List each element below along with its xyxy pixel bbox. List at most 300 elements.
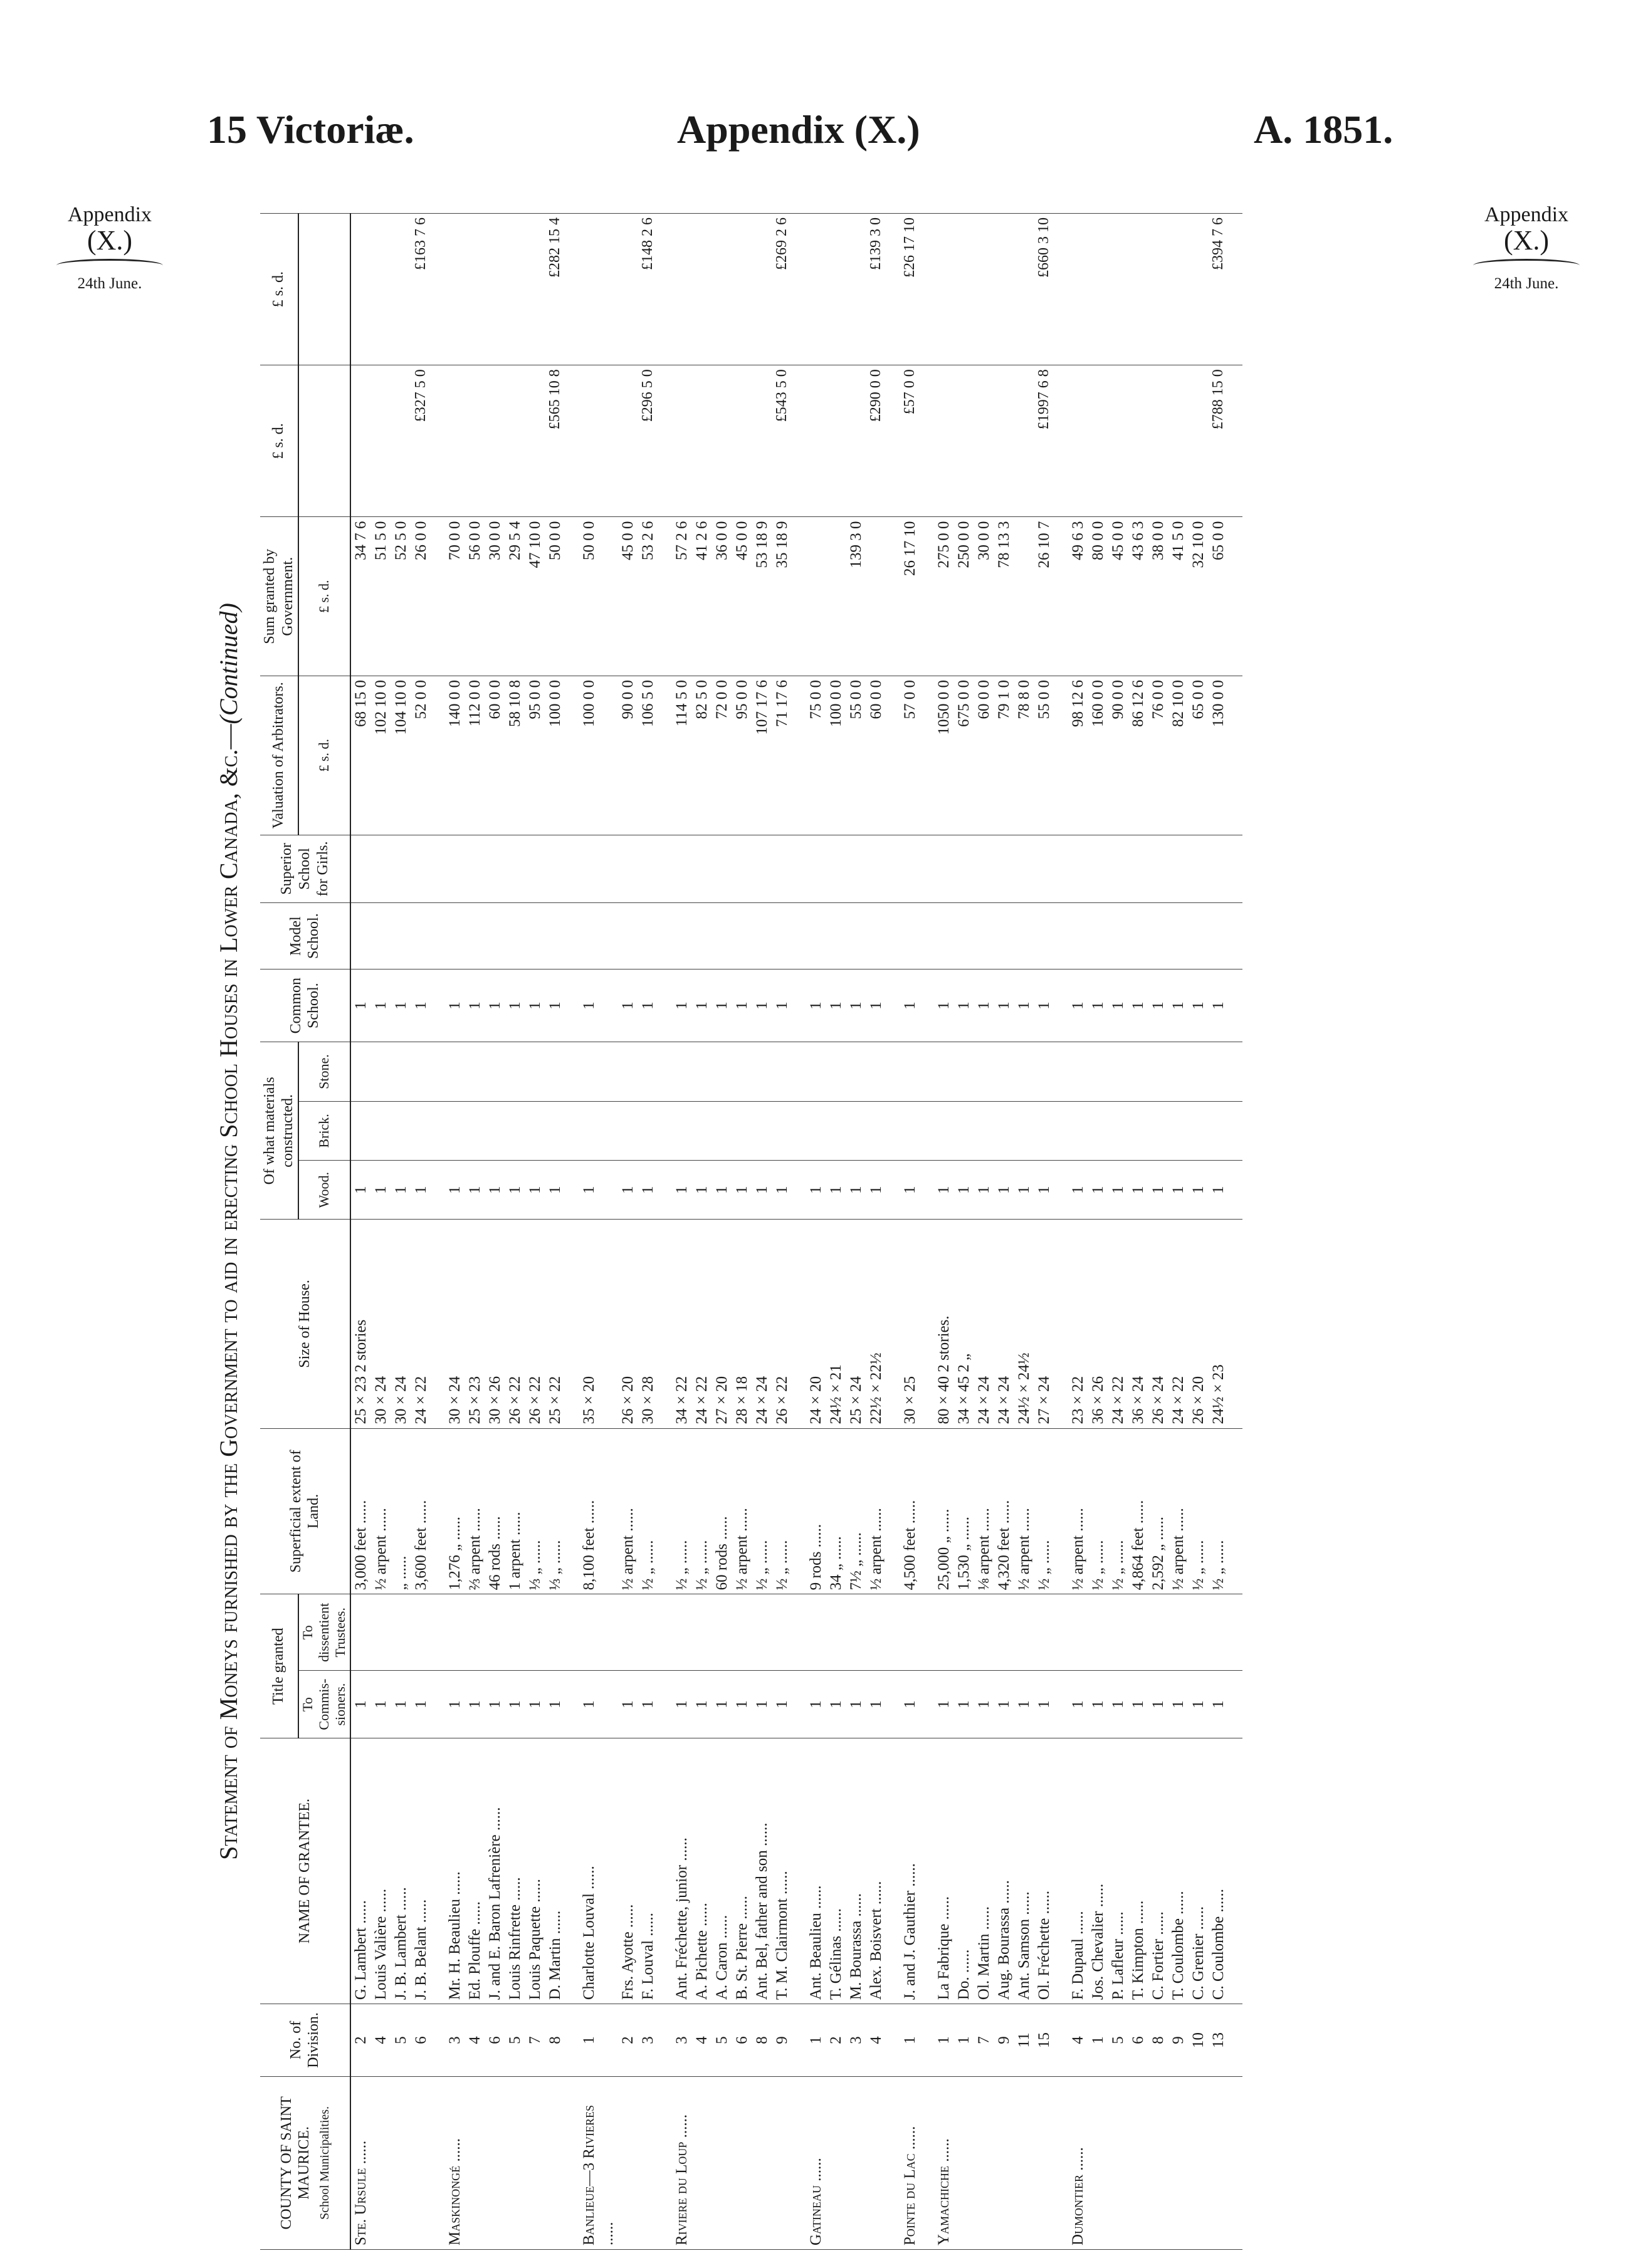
division-cell: 8 bbox=[1148, 2004, 1168, 2077]
spacer-cell bbox=[1229, 1101, 1242, 1160]
wood-cell: 1 bbox=[752, 1161, 772, 1220]
sum-cell: 26 17 10 bbox=[900, 517, 920, 676]
valuation-cell: 76 0 0 bbox=[1148, 676, 1168, 835]
sum-cell: 43 6 3 bbox=[1128, 517, 1148, 676]
size-cell: 28 × 18 bbox=[732, 1220, 752, 1428]
spacer-cell bbox=[431, 1161, 445, 1220]
size-cell: 25 × 22 bbox=[545, 1220, 565, 1428]
to-dissentient-cell bbox=[1148, 1594, 1168, 1671]
spacer-cell bbox=[920, 1042, 934, 1101]
brick-cell bbox=[350, 1101, 371, 1160]
stone-cell bbox=[900, 1042, 920, 1101]
stone-cell bbox=[934, 1042, 954, 1101]
total-cell bbox=[806, 214, 826, 365]
col-county-label: COUNTY OF SAINT MAURICE. bbox=[278, 2096, 313, 2230]
superior-cell bbox=[712, 835, 732, 903]
municipality-cell: Riviere du Loup ...... bbox=[672, 2076, 692, 2249]
common-cell: 1 bbox=[579, 969, 618, 1042]
grantee-cell: C. Coulombe ...... bbox=[1209, 1738, 1229, 2004]
stone-cell bbox=[1068, 1042, 1088, 1101]
col-wood: Wood. bbox=[298, 1161, 350, 1220]
brace-icon bbox=[1473, 259, 1580, 272]
stone-cell bbox=[1034, 1042, 1054, 1101]
size-cell: 36 × 24 bbox=[1128, 1220, 1148, 1428]
stone-cell bbox=[545, 1042, 565, 1101]
to-commissioners-cell: 1 bbox=[371, 1671, 391, 1738]
superior-cell bbox=[954, 835, 974, 903]
table-row bbox=[1108, 214, 1128, 2250]
side-note-label: Appendix bbox=[67, 203, 152, 226]
land-cell: 9 rods ...... bbox=[806, 1428, 826, 1594]
division-cell: 5 bbox=[505, 2004, 525, 2077]
sum-cell: 250 0 0 bbox=[954, 517, 974, 676]
size-cell: 26 × 24 bbox=[1148, 1220, 1168, 1428]
table-row bbox=[772, 214, 792, 2250]
stone-cell bbox=[618, 1042, 638, 1101]
stone-cell bbox=[445, 1042, 465, 1101]
brick-cell bbox=[445, 1101, 465, 1160]
spacer-cell bbox=[1229, 214, 1242, 365]
grantee-cell: Louis Valière ...... bbox=[371, 1738, 391, 2004]
spacer-cell bbox=[1054, 1738, 1068, 2004]
size-cell: 30 × 24 bbox=[445, 1220, 465, 1428]
valuation-cell: 100 0 0 bbox=[826, 676, 846, 835]
land-cell: 34 „ ...... bbox=[826, 1428, 846, 1594]
superior-cell bbox=[465, 835, 485, 903]
to-commissioners-cell: 1 bbox=[994, 1671, 1014, 1738]
stone-cell bbox=[994, 1042, 1014, 1101]
wood-cell: 1 bbox=[638, 1161, 658, 1220]
brick-cell bbox=[974, 1101, 994, 1160]
subtotal-cell bbox=[1189, 365, 1209, 517]
spacer-cell bbox=[658, 2076, 672, 2249]
spacer-cell bbox=[792, 1161, 806, 1220]
division-cell: 4 bbox=[371, 2004, 391, 2077]
table-row bbox=[371, 214, 391, 2250]
wood-cell: 1 bbox=[1189, 1161, 1209, 1220]
spacer-cell bbox=[792, 517, 806, 676]
total-cell: £269 2 6 bbox=[772, 214, 792, 365]
division-cell: 4 bbox=[1068, 2004, 1088, 2077]
spacer-cell bbox=[886, 903, 900, 969]
spacer-cell bbox=[1054, 1042, 1068, 1101]
total-cell bbox=[445, 214, 465, 365]
col-size: Size of House. bbox=[260, 1220, 350, 1428]
col-to-commissioners: To Commis- sioners. bbox=[298, 1671, 350, 1738]
model-cell bbox=[866, 903, 886, 969]
superior-cell bbox=[806, 835, 826, 903]
common-cell: 1 bbox=[772, 969, 792, 1042]
municipality-cell bbox=[692, 2076, 712, 2249]
to-dissentient-cell bbox=[1168, 1594, 1189, 1671]
table-row bbox=[1088, 214, 1108, 2250]
division-cell: 3 bbox=[638, 2004, 658, 2077]
common-cell: 1 bbox=[712, 969, 732, 1042]
to-dissentient-cell bbox=[994, 1594, 1014, 1671]
total-cell bbox=[712, 214, 732, 365]
division-cell: 4 bbox=[866, 2004, 886, 2077]
spacer-cell bbox=[565, 365, 579, 517]
valuation-cell: 75 0 0 bbox=[806, 676, 826, 835]
table-row bbox=[732, 214, 752, 2250]
total-cell bbox=[1108, 214, 1128, 365]
common-cell: 1 bbox=[618, 969, 638, 1042]
to-dissentient-cell bbox=[525, 1594, 545, 1671]
model-cell bbox=[806, 903, 826, 969]
spacer-cell bbox=[1229, 2004, 1242, 2077]
size-cell: 24 × 22 bbox=[1168, 1220, 1189, 1428]
spacer-cell bbox=[431, 1220, 445, 1428]
spacer-cell bbox=[658, 835, 672, 903]
spacer-cell bbox=[658, 517, 672, 676]
total-cell bbox=[692, 214, 712, 365]
to-dissentient-cell bbox=[692, 1594, 712, 1671]
total-cell bbox=[579, 214, 618, 365]
size-cell: 24½ × 21 bbox=[826, 1220, 846, 1428]
brick-cell bbox=[1128, 1101, 1148, 1160]
model-cell bbox=[900, 903, 920, 969]
valuation-cell: 79 1 0 bbox=[994, 676, 1014, 835]
superior-cell bbox=[618, 835, 638, 903]
size-cell: 30 × 24 bbox=[371, 1220, 391, 1428]
spacer-cell bbox=[1054, 1428, 1068, 1594]
subtotal-cell bbox=[934, 365, 954, 517]
land-cell: ½ „ ...... bbox=[638, 1428, 658, 1594]
common-cell: 1 bbox=[692, 969, 712, 1042]
size-cell: 24½ × 23 bbox=[1209, 1220, 1229, 1428]
grantee-cell: P. Lafleur ...... bbox=[1108, 1738, 1128, 2004]
stone-cell bbox=[465, 1042, 485, 1101]
to-dissentient-cell bbox=[1014, 1594, 1034, 1671]
sum-cell: 53 2 6 bbox=[638, 517, 658, 676]
size-cell: 24 × 22 bbox=[1108, 1220, 1128, 1428]
wood-cell: 1 bbox=[1014, 1161, 1034, 1220]
subtotal-cell: £543 5 0 bbox=[772, 365, 792, 517]
land-cell: 1,276 „ ...... bbox=[445, 1428, 465, 1594]
land-cell: ½ arpent ...... bbox=[1068, 1428, 1088, 1594]
table-row bbox=[1068, 214, 1088, 2250]
brick-cell bbox=[1148, 1101, 1168, 1160]
grantee-cell: Ant. Beaulieu ...... bbox=[806, 1738, 826, 2004]
model-cell bbox=[505, 903, 525, 969]
brick-cell bbox=[1189, 1101, 1209, 1160]
land-cell: ⅓ „ ...... bbox=[525, 1428, 545, 1594]
to-commissioners-cell: 1 bbox=[1068, 1671, 1088, 1738]
table-row bbox=[391, 214, 411, 2250]
grantee-cell: Charlotte Louval ...... bbox=[579, 1738, 618, 2004]
superior-cell bbox=[900, 835, 920, 903]
total-cell bbox=[1088, 214, 1108, 365]
spacer-cell bbox=[658, 1220, 672, 1428]
spacer-cell bbox=[1054, 214, 1068, 365]
model-cell bbox=[712, 903, 732, 969]
sum-cell bbox=[866, 517, 886, 676]
grantee-cell: B. St. Pierre ...... bbox=[732, 1738, 752, 2004]
to-dissentient-cell bbox=[545, 1594, 565, 1671]
grantee-cell: D. Martin ...... bbox=[545, 1738, 565, 2004]
grantee-cell: Louis Rinfrette ...... bbox=[505, 1738, 525, 2004]
stone-cell bbox=[1168, 1042, 1189, 1101]
common-cell: 1 bbox=[1168, 969, 1189, 1042]
total-cell bbox=[732, 214, 752, 365]
subtotal-cell bbox=[505, 365, 525, 517]
superior-cell bbox=[1108, 835, 1128, 903]
valuation-cell: 86 12 6 bbox=[1128, 676, 1148, 835]
valuation-cell: 107 17 6 bbox=[752, 676, 772, 835]
spacer-cell bbox=[658, 969, 672, 1042]
size-cell: 24 × 24 bbox=[974, 1220, 994, 1428]
stone-cell bbox=[954, 1042, 974, 1101]
division-cell: 8 bbox=[545, 2004, 565, 2077]
division-cell: 1 bbox=[1088, 2004, 1108, 2077]
spacer-cell bbox=[565, 903, 579, 969]
subtotal-cell bbox=[1168, 365, 1189, 517]
spacer-cell bbox=[1054, 835, 1068, 903]
sum-cell: 50 0 0 bbox=[545, 517, 565, 676]
total-cell bbox=[1168, 214, 1189, 365]
land-cell: ⅔ arpent ...... bbox=[465, 1428, 485, 1594]
sum-cell: 30 0 0 bbox=[485, 517, 505, 676]
subtotal-cell bbox=[846, 365, 866, 517]
spacer-cell bbox=[792, 969, 806, 1042]
model-cell bbox=[994, 903, 1014, 969]
division-cell: 1 bbox=[806, 2004, 826, 2077]
subtotal-cell bbox=[954, 365, 974, 517]
brick-cell bbox=[1068, 1101, 1088, 1160]
to-dissentient-cell bbox=[411, 1594, 431, 1671]
spacer-cell bbox=[920, 2004, 934, 2077]
wood-cell: 1 bbox=[391, 1161, 411, 1220]
brick-cell bbox=[485, 1101, 505, 1160]
superior-cell bbox=[1209, 835, 1229, 903]
spacer-cell bbox=[1229, 1220, 1242, 1428]
col-common: Common School. bbox=[260, 969, 350, 1042]
spacer-cell bbox=[1054, 1161, 1068, 1220]
table-row bbox=[465, 214, 485, 2250]
land-cell: 3,600 feet ...... bbox=[411, 1428, 431, 1594]
brick-cell bbox=[579, 1101, 618, 1160]
group-spacer bbox=[565, 214, 579, 2250]
to-commissioners-cell: 1 bbox=[672, 1671, 692, 1738]
land-cell: ½ arpent ...... bbox=[732, 1428, 752, 1594]
stone-cell bbox=[692, 1042, 712, 1101]
stone-cell bbox=[826, 1042, 846, 1101]
spacer-cell bbox=[658, 214, 672, 365]
spacer-cell bbox=[792, 676, 806, 835]
superior-cell bbox=[411, 835, 431, 903]
valuation-cell: 140 0 0 bbox=[445, 676, 465, 835]
spacer-cell bbox=[920, 1101, 934, 1160]
wood-cell: 1 bbox=[485, 1161, 505, 1220]
spacer-cell bbox=[920, 517, 934, 676]
to-dissentient-cell bbox=[485, 1594, 505, 1671]
stone-cell bbox=[579, 1042, 618, 1101]
spacer-cell bbox=[431, 835, 445, 903]
valuation-cell: 160 0 0 bbox=[1088, 676, 1108, 835]
spacer-cell bbox=[1054, 1220, 1068, 1428]
spacer-cell bbox=[792, 903, 806, 969]
total-cell bbox=[672, 214, 692, 365]
table-body bbox=[350, 214, 1242, 2250]
land-cell: ½ „ ...... bbox=[1189, 1428, 1209, 1594]
common-cell: 1 bbox=[846, 969, 866, 1042]
superior-cell bbox=[826, 835, 846, 903]
stone-cell bbox=[732, 1042, 752, 1101]
sum-cell: 80 0 0 bbox=[1088, 517, 1108, 676]
size-cell: 36 × 26 bbox=[1088, 1220, 1108, 1428]
total-cell bbox=[752, 214, 772, 365]
common-cell: 1 bbox=[1068, 969, 1088, 1042]
common-cell: 1 bbox=[545, 969, 565, 1042]
land-cell: 4,500 feet ...... bbox=[900, 1428, 920, 1594]
wood-cell: 1 bbox=[826, 1161, 846, 1220]
brick-cell bbox=[525, 1101, 545, 1160]
to-commissioners-cell: 1 bbox=[712, 1671, 732, 1738]
spacer-cell bbox=[565, 835, 579, 903]
table-title-text: Statement of Moneys furnished by the Government to aid in erecting School Houses in Lower Canada, &c.— bbox=[214, 724, 243, 1860]
table-row bbox=[806, 214, 826, 2250]
model-cell bbox=[391, 903, 411, 969]
land-cell: ½ „ ...... bbox=[692, 1428, 712, 1594]
division-cell: 6 bbox=[485, 2004, 505, 2077]
spacer-cell bbox=[920, 214, 934, 365]
grantee-cell: A. Caron ...... bbox=[712, 1738, 732, 2004]
running-head-center: Appendix (X.) bbox=[677, 107, 920, 152]
land-cell: ½ „ ...... bbox=[1209, 1428, 1229, 1594]
common-cell: 1 bbox=[391, 969, 411, 1042]
size-cell: 26 × 20 bbox=[618, 1220, 638, 1428]
municipality-cell bbox=[618, 2076, 638, 2249]
municipality-cell bbox=[638, 2076, 658, 2249]
wood-cell: 1 bbox=[672, 1161, 692, 1220]
sum-cell: 29 5 4 bbox=[505, 517, 525, 676]
table-head bbox=[260, 214, 350, 2250]
col-municipality-label: School Municipalities. bbox=[318, 2106, 332, 2220]
superior-cell bbox=[525, 835, 545, 903]
table-row bbox=[411, 214, 431, 2250]
subtotal-cell bbox=[974, 365, 994, 517]
common-cell: 1 bbox=[1014, 969, 1034, 1042]
sum-cell: 52 5 0 bbox=[391, 517, 411, 676]
to-commissioners-cell: 1 bbox=[579, 1671, 618, 1738]
grantee-cell: C. Grenier ...... bbox=[1189, 1738, 1209, 2004]
total-cell bbox=[1014, 214, 1034, 365]
common-cell: 1 bbox=[974, 969, 994, 1042]
spacer-cell bbox=[431, 1428, 445, 1594]
sum-cell: 56 0 0 bbox=[465, 517, 485, 676]
subtotal-cell bbox=[579, 365, 618, 517]
brick-cell bbox=[638, 1101, 658, 1160]
land-cell: ½ arpent ...... bbox=[866, 1428, 886, 1594]
model-cell bbox=[1189, 903, 1209, 969]
spacer-cell bbox=[565, 2004, 579, 2077]
group-spacer bbox=[792, 214, 806, 2250]
wood-cell: 1 bbox=[371, 1161, 391, 1220]
spacer-cell bbox=[920, 1428, 934, 1594]
spacer-cell bbox=[920, 1220, 934, 1428]
model-cell bbox=[672, 903, 692, 969]
valuation-cell: 60 0 0 bbox=[974, 676, 994, 835]
table-row bbox=[692, 214, 712, 2250]
spacer-cell bbox=[658, 676, 672, 835]
valuation-cell: 60 0 0 bbox=[866, 676, 886, 835]
superior-cell bbox=[846, 835, 866, 903]
brick-cell bbox=[900, 1101, 920, 1160]
spacer-cell bbox=[658, 2004, 672, 2077]
municipality-cell bbox=[866, 2076, 886, 2249]
to-commissioners-cell: 1 bbox=[806, 1671, 826, 1738]
to-commissioners-cell: 1 bbox=[505, 1671, 525, 1738]
grantee-cell: T. Gélinas ...... bbox=[826, 1738, 846, 2004]
col-sum-units: £ s. d. bbox=[298, 517, 350, 676]
division-cell: 6 bbox=[411, 2004, 431, 2077]
grantee-cell: T. Kimpton ...... bbox=[1128, 1738, 1148, 2004]
to-commissioners-cell: 1 bbox=[1034, 1671, 1054, 1738]
size-cell: 24 × 20 bbox=[806, 1220, 826, 1428]
to-commissioners-cell: 1 bbox=[974, 1671, 994, 1738]
total-cell bbox=[974, 214, 994, 365]
land-cell: ½ „ ...... bbox=[1108, 1428, 1128, 1594]
wood-cell: 1 bbox=[732, 1161, 752, 1220]
table-row bbox=[712, 214, 732, 2250]
sum-cell: 139 3 0 bbox=[846, 517, 866, 676]
subtotal-cell: £1997 6 8 bbox=[1034, 365, 1054, 517]
wood-cell: 1 bbox=[1088, 1161, 1108, 1220]
col-land: Superficial extent of Land. bbox=[260, 1428, 350, 1594]
size-cell: 30 × 25 bbox=[900, 1220, 920, 1428]
superior-cell bbox=[672, 835, 692, 903]
sum-cell: 51 5 0 bbox=[371, 517, 391, 676]
municipality-cell bbox=[1168, 2076, 1189, 2249]
to-dissentient-cell bbox=[866, 1594, 886, 1671]
model-cell bbox=[954, 903, 974, 969]
valuation-cell: 100 0 0 bbox=[579, 676, 618, 835]
spacer-cell bbox=[920, 1738, 934, 2004]
total-cell bbox=[618, 214, 638, 365]
brick-cell bbox=[732, 1101, 752, 1160]
municipality-cell bbox=[1209, 2076, 1229, 2249]
brick-cell bbox=[618, 1101, 638, 1160]
spacer-cell bbox=[565, 517, 579, 676]
spacer-cell bbox=[1054, 676, 1068, 835]
valuation-cell: 57 0 0 bbox=[900, 676, 920, 835]
common-cell: 1 bbox=[1034, 969, 1054, 1042]
brick-cell bbox=[1088, 1101, 1108, 1160]
col-division: No. of Division. bbox=[260, 2004, 350, 2077]
wood-cell: 1 bbox=[900, 1161, 920, 1220]
grantee-cell: J. B. Lambert ...... bbox=[391, 1738, 411, 2004]
municipality-cell: Banlieue—3 Rivieres ...... bbox=[579, 2076, 618, 2249]
spacer-cell bbox=[886, 1428, 900, 1594]
division-cell: 10 bbox=[1189, 2004, 1209, 2077]
sum-cell: 47 10 0 bbox=[525, 517, 545, 676]
common-cell: 1 bbox=[505, 969, 525, 1042]
grantee-cell: T. M. Clairmont ...... bbox=[772, 1738, 792, 2004]
spacer-cell bbox=[565, 676, 579, 835]
size-cell: 26 × 22 bbox=[772, 1220, 792, 1428]
stone-cell bbox=[411, 1042, 431, 1101]
subtotal-cell: £57 0 0 bbox=[900, 365, 920, 517]
to-dissentient-cell bbox=[752, 1594, 772, 1671]
land-cell: ½ „ ...... bbox=[672, 1428, 692, 1594]
spacer-cell bbox=[565, 1738, 579, 2004]
to-dissentient-cell bbox=[954, 1594, 974, 1671]
spacer-cell bbox=[886, 365, 900, 517]
col-sum: Sum granted by Government. bbox=[260, 517, 298, 676]
spacer-cell bbox=[1229, 2076, 1242, 2249]
stone-cell bbox=[371, 1042, 391, 1101]
grantee-cell: Ant. Bel, father and son ...... bbox=[752, 1738, 772, 2004]
